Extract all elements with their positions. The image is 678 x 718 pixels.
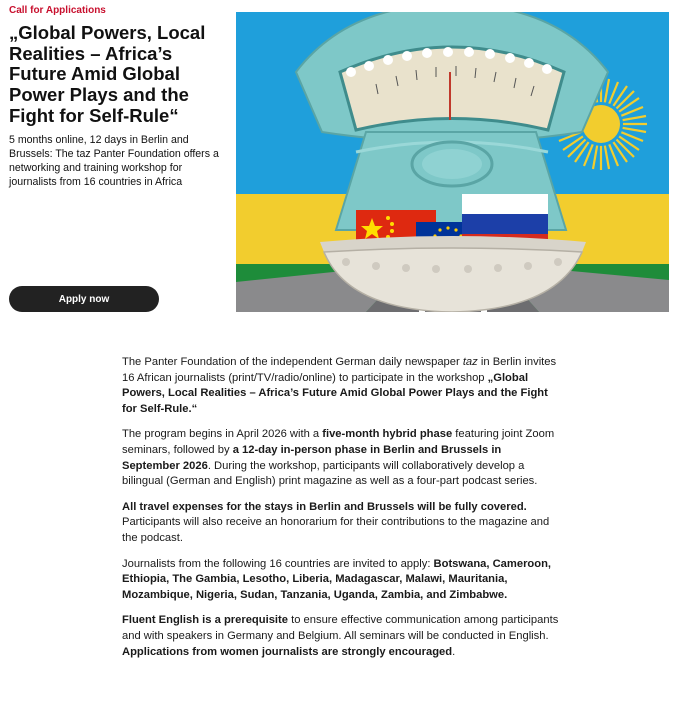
country-list: Botswana, Cameroon, Ethiopia, The Gambia, Lesotho, Liberia, Madagascar, Malawi, Mauritania, Mozambique, Nigeria, Sudan, Tanzania, Uganda, Zambia, and Zimbabwe. (122, 557, 552, 601)
apply-now-button[interactable]: Apply now (9, 286, 159, 312)
hero-image (236, 12, 669, 312)
workshop-title: „Global Powers, Local Realities – Africa’s Future Amid Global Power Plays and the Fight for Self-Rule.“ (122, 371, 548, 415)
article-paragraph-countries: Journalists from the following 16 countries are invited to apply: Botswana, Cameroon, Ethiopia, The Gambia, Lesotho, Liberia, Madagascar, Malawi, Mauritania, Mozambique, Nigeria, Sudan, Tanzania, Uganda, Zambia, and Zimbabwe. (122, 557, 552, 601)
article-paragraph-intro: The Panter Foundation of the independent German daily newspaper taz in Berlin invites 16 African journalists (print/TV/radio/online) to participate in the workshop „Global Powers, Local Realities – Africa’s Future Amid Global Power Plays and the Fight for Self-Rule.“ (122, 356, 557, 415)
page-title: „Global Powers, Local Realities – Africa’s Future Amid Global Power Plays and the Fight for Self-Rule“ (9, 22, 206, 126)
article-body (122, 355, 562, 670)
article-paragraph-program: The program begins in April 2026 with a five-month hybrid phase featuring joint Zoom seminars, followed by a 12-day in-person phase in Berlin and Brussels in September 2026. During the workshop, participants will collaboratively develop a bilingual (German and English) print magazine as well as a four-part podcast series. (122, 428, 555, 488)
article-paragraph-costs: All travel expenses for the stays in Berlin and Brussels will be fully covered. Participants will also receive an honorarium for their contributions to the magazine and the podcast. (122, 500, 550, 544)
article-paragraph-requirements: Fluent English is a prerequisite to ensure effective communication among participants and with speakers in Germany and Belgium. All seminars will be conducted in English. Applications from women journalists are strongly encouraged. (122, 614, 559, 658)
kicker-label: Call for Applications (9, 5, 106, 16)
lead-text: 5 months online, 12 days in Berlin and Brussels: The taz Panter Foundation offers a networking and training workshop for journalists from 16 countries in Africa (9, 134, 219, 188)
taz-name: taz (462, 356, 478, 368)
